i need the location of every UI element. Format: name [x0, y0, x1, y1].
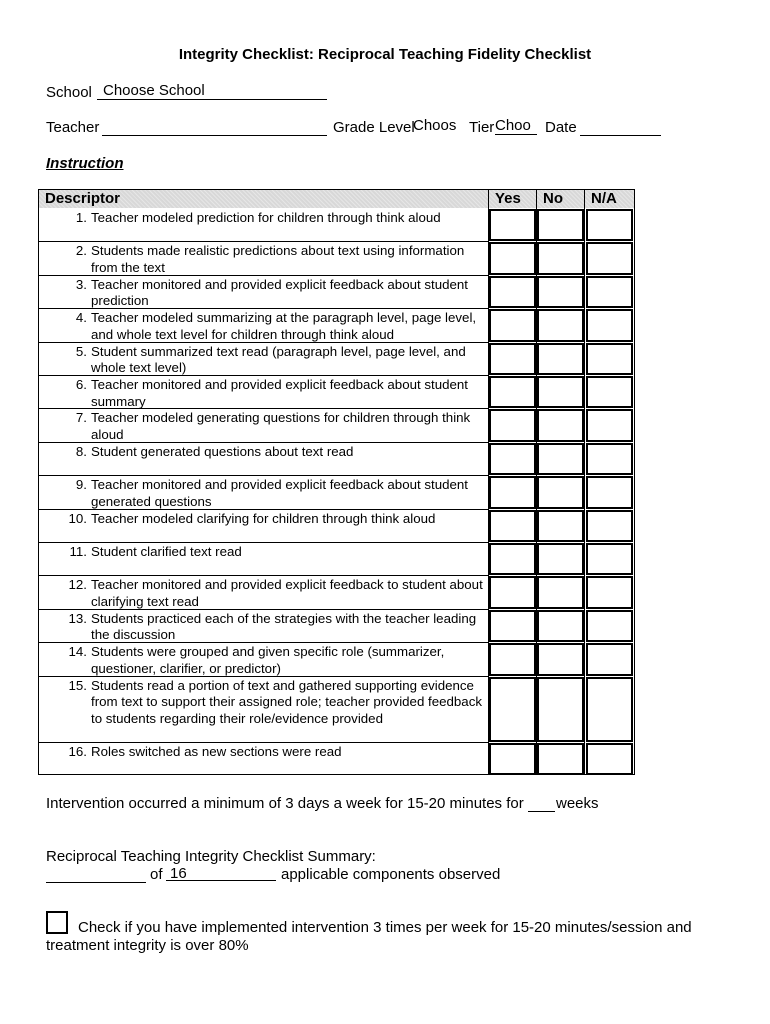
no-checkbox[interactable] — [537, 343, 584, 375]
grade-level-select[interactable]: Choos — [413, 117, 457, 134]
table-row — [39, 210, 488, 241]
row-divider — [39, 442, 488, 443]
row-descriptor: Student generated questions about text read — [91, 443, 354, 459]
table-row — [39, 243, 488, 274]
row-number: 11. — [69, 544, 87, 559]
row-descriptor: Teacher modeled clarifying for children through think aloud — [91, 510, 436, 526]
column-header-na: N/A — [585, 190, 634, 208]
row-number: 14. — [68, 644, 87, 660]
no-checkbox[interactable] — [537, 743, 584, 775]
no-checkbox[interactable] — [537, 576, 584, 608]
row-descriptor: Teacher monitored and provided explicit feedback about student prediction — [91, 276, 468, 309]
checklist-table — [38, 189, 635, 775]
row-divider — [39, 375, 488, 376]
na-checkbox[interactable] — [586, 443, 633, 475]
date-field[interactable] — [580, 118, 661, 136]
table-row — [39, 310, 488, 341]
row-descriptor: Students read a portion of text and gathered supporting evidence from text to support their assigned role; teacher provided feedback to students regarding their role/evidence provided — [91, 677, 482, 726]
weeks-label: weeks — [556, 795, 599, 812]
tier-select[interactable]: Choo — [495, 117, 537, 135]
row-number: 4. — [75, 310, 87, 326]
yes-checkbox[interactable] — [489, 209, 536, 241]
yes-checkbox[interactable] — [489, 276, 536, 308]
table-row — [39, 611, 488, 642]
intervention-text: Intervention occurred a minimum of 3 days a week for 15-20 minutes for — [46, 795, 524, 812]
table-row — [39, 577, 488, 608]
na-checkbox[interactable] — [586, 209, 633, 241]
yes-checkbox[interactable] — [489, 510, 536, 542]
row-number: 2. — [75, 243, 87, 259]
row-divider — [39, 509, 488, 510]
row-descriptor: Student summarized text read (paragraph level, page level, and whole text level) — [91, 343, 466, 376]
no-checkbox[interactable] — [537, 209, 584, 241]
teacher-field[interactable] — [102, 118, 327, 136]
table-row — [39, 744, 488, 775]
na-checkbox[interactable] — [586, 510, 633, 542]
na-checkbox[interactable] — [586, 576, 633, 608]
row-number: 3. — [75, 276, 87, 292]
no-checkbox[interactable] — [537, 443, 584, 475]
row-number: 12. — [68, 577, 87, 593]
row-descriptor: Student clarified text read — [91, 544, 242, 559]
table-row — [39, 444, 488, 475]
row-divider — [39, 408, 488, 409]
school-label: School — [46, 84, 92, 101]
row-descriptor: Teacher monitored and provided explicit feedback to student about clarifying text read — [91, 577, 483, 609]
row-divider — [39, 342, 488, 343]
row-divider — [39, 575, 488, 576]
na-checkbox[interactable] — [586, 643, 633, 675]
total-components-field[interactable]: 16 — [166, 865, 276, 881]
row-descriptor: Students made realistic predictions about text using information from the text — [91, 243, 465, 275]
weeks-field[interactable] — [528, 795, 555, 812]
table-row — [39, 511, 488, 542]
section-heading: Instruction — [46, 155, 124, 172]
yes-checkbox[interactable] — [489, 743, 536, 775]
na-checkbox[interactable] — [586, 376, 633, 408]
row-descriptor: Students practiced each of the strategies with the teacher leading the discussion — [91, 610, 477, 643]
row-number: 1. — [75, 210, 87, 225]
column-divider — [584, 190, 585, 774]
na-checkbox[interactable] — [586, 409, 633, 441]
row-descriptor: Teacher monitored and provided explicit feedback about student summary — [91, 377, 468, 409]
no-checkbox[interactable] — [537, 309, 584, 341]
implementation-checkbox[interactable] — [46, 911, 68, 934]
teacher-label: Teacher — [46, 119, 100, 136]
row-descriptor: Teacher modeled generating questions for children through think aloud — [91, 410, 471, 442]
row-number: 7. — [75, 410, 87, 426]
yes-checkbox[interactable] — [489, 376, 536, 408]
page-title: Integrity Checklist: Reciprocal Teaching Fidelity Checklist — [178, 46, 592, 63]
observed-count-field[interactable] — [46, 866, 146, 883]
row-divider — [39, 642, 488, 643]
table-row — [39, 678, 488, 742]
final-check-line-2: treatment integrity is over 80% — [46, 937, 249, 954]
row-divider — [39, 475, 488, 476]
yes-checkbox[interactable] — [489, 677, 536, 742]
no-checkbox[interactable] — [537, 376, 584, 408]
column-header-no: No — [537, 190, 584, 208]
column-header-descriptor: Descriptor — [39, 190, 488, 208]
yes-checkbox[interactable] — [489, 409, 536, 441]
table-row — [39, 277, 488, 308]
row-descriptor: Teacher monitored and provided explicit feedback about student generated questions — [91, 477, 468, 509]
row-divider — [39, 742, 488, 743]
table-row — [39, 410, 488, 441]
row-divider — [39, 275, 488, 276]
row-number: 13. — [68, 610, 87, 626]
na-checkbox[interactable] — [586, 242, 633, 274]
grade-level-label: Grade Level — [333, 119, 415, 136]
school-select[interactable]: Choose School — [97, 82, 327, 100]
na-checkbox[interactable] — [586, 543, 633, 575]
na-checkbox[interactable] — [586, 610, 633, 642]
yes-checkbox[interactable] — [489, 610, 536, 642]
table-row — [39, 377, 488, 408]
tier-label: Tier — [469, 119, 495, 136]
row-number: 5. — [75, 343, 87, 359]
row-divider — [39, 308, 488, 309]
summary-of-label: of — [150, 866, 163, 883]
row-number: 10. — [68, 510, 87, 526]
yes-checkbox[interactable] — [489, 643, 536, 675]
no-checkbox[interactable] — [537, 610, 584, 642]
row-divider — [39, 676, 488, 677]
row-number: 9. — [75, 477, 87, 493]
na-checkbox[interactable] — [586, 309, 633, 341]
no-checkbox[interactable] — [537, 643, 584, 675]
summary-title: Reciprocal Teaching Integrity Checklist Summary: — [46, 848, 376, 865]
na-checkbox[interactable] — [586, 677, 633, 742]
row-descriptor: Students were grouped and given specific role (summarizer, questioner, clarifier, or predictor) — [91, 644, 445, 676]
yes-checkbox[interactable] — [489, 476, 536, 508]
na-checkbox[interactable] — [586, 343, 633, 375]
yes-checkbox[interactable] — [489, 576, 536, 608]
no-checkbox[interactable] — [537, 543, 584, 575]
row-number: 6. — [75, 377, 87, 392]
table-row — [39, 477, 488, 508]
summary-tail: applicable components observed — [281, 866, 501, 883]
na-checkbox[interactable] — [586, 743, 633, 775]
row-number: 16. — [68, 743, 87, 759]
table-row — [39, 544, 488, 575]
no-checkbox[interactable] — [537, 677, 584, 742]
no-checkbox[interactable] — [537, 476, 584, 508]
row-divider — [39, 241, 488, 242]
final-check-line-1: Check if you have implemented intervention 3 times per week for 15-20 minutes/session and — [78, 919, 692, 936]
na-checkbox[interactable] — [586, 476, 633, 508]
no-checkbox[interactable] — [537, 409, 584, 441]
table-row — [39, 644, 488, 675]
yes-checkbox[interactable] — [489, 443, 536, 475]
date-label: Date — [545, 119, 577, 136]
row-number: 15. — [68, 677, 87, 693]
yes-checkbox[interactable] — [489, 543, 536, 575]
yes-checkbox[interactable] — [489, 242, 536, 274]
no-checkbox[interactable] — [537, 510, 584, 542]
row-number: 8. — [75, 443, 87, 459]
yes-checkbox[interactable] — [489, 343, 536, 375]
column-header-yes: Yes — [489, 190, 536, 208]
row-divider — [39, 609, 488, 610]
row-descriptor: Teacher modeled prediction for children through think aloud — [91, 210, 441, 225]
no-checkbox[interactable] — [537, 276, 584, 308]
yes-checkbox[interactable] — [489, 309, 536, 341]
table-row — [39, 344, 488, 375]
no-checkbox[interactable] — [537, 242, 584, 274]
na-checkbox[interactable] — [586, 276, 633, 308]
row-divider — [39, 542, 488, 543]
row-descriptor: Teacher modeled summarizing at the paragraph level, page level, and whole text level for children through think aloud — [91, 310, 477, 342]
row-descriptor: Roles switched as new sections were read — [91, 743, 342, 759]
